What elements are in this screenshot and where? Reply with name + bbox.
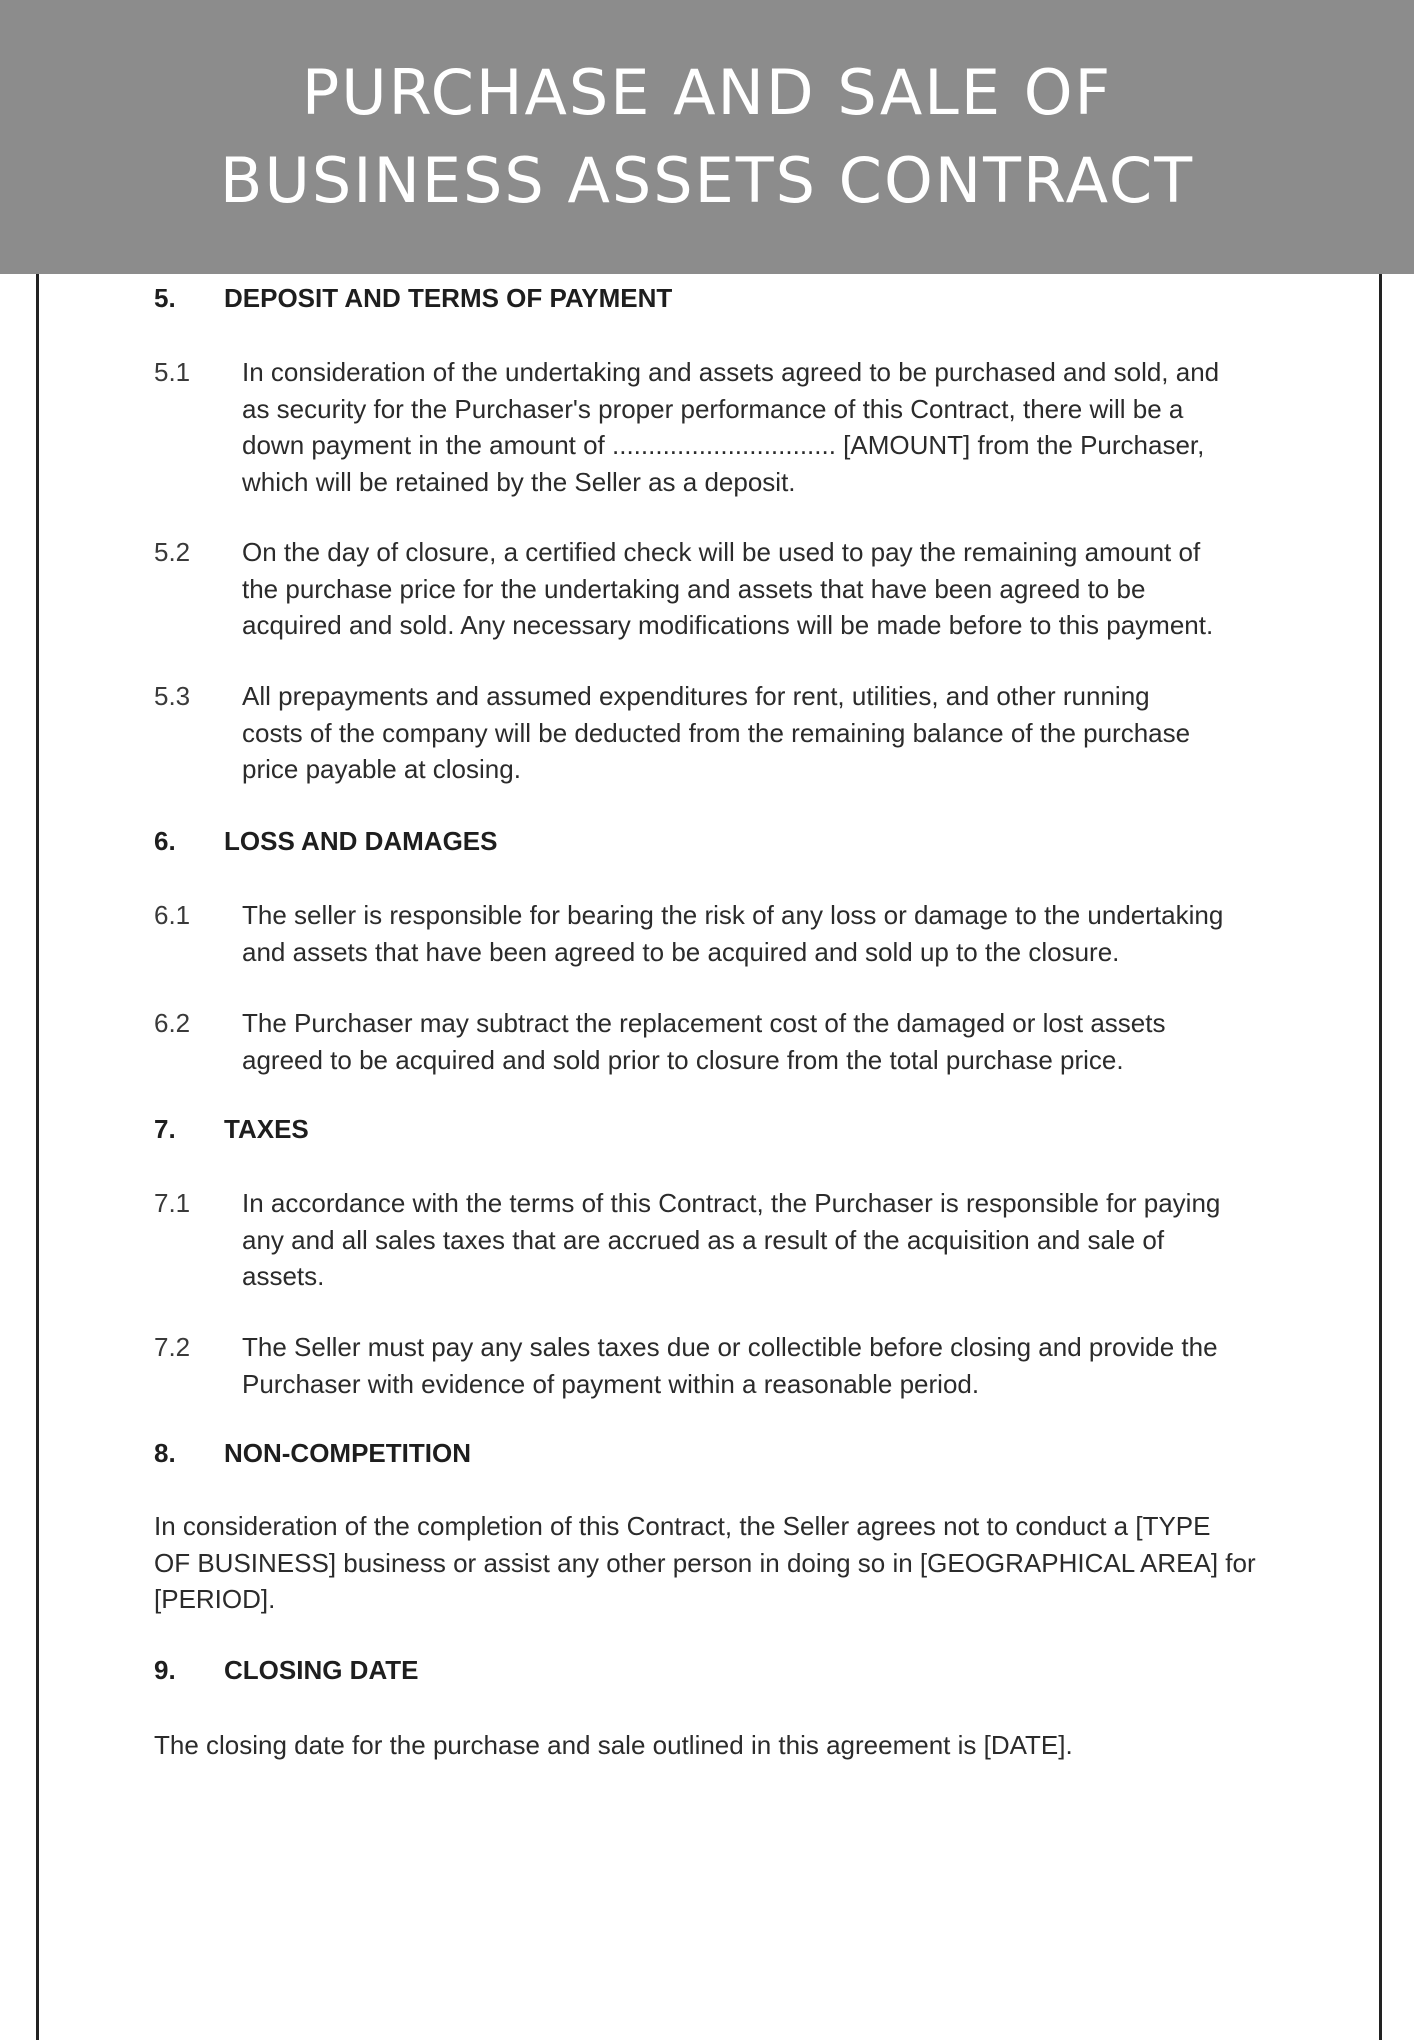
section-title: NON-COMPETITION [224, 1438, 471, 1468]
text-line: as security for the Purchaser's proper performance of this Contract, there will be a [242, 393, 1184, 424]
section-title: TAXES [224, 1114, 309, 1144]
text-line: The seller is responsible for bearing the risk of any loss or damage to the undertaking [242, 900, 1224, 930]
clause-number: 6.1 [154, 900, 191, 930]
section-number: 5. [154, 283, 176, 313]
clause-text [242, 897, 1414, 970]
clause-number: 7.1 [154, 1188, 191, 1218]
banner-title-line-2: BUSINESS ASSETS CONTRACT [219, 144, 1195, 217]
clause-number: 5.2 [154, 537, 191, 567]
section-6-heading [154, 826, 498, 857]
section-5-heading [154, 283, 672, 314]
text-line: The closing date for the purchase and sale outlined in this agreement is [DATE]. [154, 1730, 1073, 1760]
text-line: OF BUSINESS] business or assist any other person in doing so in [GEOGRAPHICAL AREA] for [154, 1547, 1256, 1578]
text-line: Purchaser with evidence of payment within a reasonable period. [242, 1368, 980, 1399]
banner-title-line-1: PURCHASE AND SALE OF [301, 56, 1113, 129]
section-title: DEPOSIT AND TERMS OF PAYMENT [224, 283, 673, 313]
closing-date-paragraph [154, 1727, 1294, 1764]
text-line: The Purchaser may subtract the replacement cost of the damaged or lost assets [242, 1008, 1166, 1038]
section-number: 9. [154, 1655, 176, 1685]
text-line: which will be retained by the Seller as a deposit. [242, 466, 796, 497]
text-line: down payment in the amount of ............................... [AMOUNT] from the Purchaser, [242, 430, 1205, 460]
text-line: agreed to be acquired and sold prior to closure from the total purchase price. [242, 1044, 1124, 1075]
section-7-heading [154, 1114, 309, 1145]
clause-number: 5.3 [154, 681, 191, 711]
section-title: CLOSING DATE [224, 1655, 419, 1685]
text-line: acquired and sold. Any necessary modifications will be made before to this payment. [242, 610, 1214, 640]
text-line: assets. [242, 1261, 325, 1291]
text-line: and assets that have been agreed to be acquired and sold up to the closure. [242, 936, 1120, 967]
text-line: All prepayments and assumed expenditures for rent, utilities, and other running [242, 681, 1150, 711]
text-line: On the day of closure, a certified check will be used to pay the remaining amount of [242, 537, 1201, 567]
text-line: the purchase price for the undertaking and assets that have been agreed to be [242, 573, 1146, 604]
text-line: any and all sales taxes that are accrued as a result of the acquisition and sale of [242, 1224, 1165, 1255]
non-competition-paragraph [154, 1508, 1294, 1618]
text-line: In consideration of the undertaking and assets agreed to be purchased and sold, and [242, 357, 1220, 387]
text-line: costs of the company will be deducted from the remaining balance of the purchase [242, 717, 1191, 748]
section-number: 8. [154, 1438, 176, 1468]
clause-text [242, 534, 1414, 644]
clause-text [242, 678, 1414, 788]
section-number: 7. [154, 1114, 176, 1144]
text-line: In accordance with the terms of this Contract, the Purchaser is responsible for paying [242, 1188, 1221, 1218]
clause-text [242, 1329, 1414, 1402]
clause-number: 6.2 [154, 1008, 191, 1038]
text-line: The Seller must pay any sales taxes due or collectible before closing and provide the [242, 1332, 1218, 1362]
clause-text [242, 1005, 1414, 1078]
clause-text [242, 1185, 1414, 1295]
text-line: In consideration of the completion of this Contract, the Seller agrees not to conduct a [TYPE [154, 1511, 1211, 1541]
title-banner [0, 0, 1414, 274]
clause-text [242, 354, 1414, 500]
text-line: price payable at closing. [242, 754, 521, 784]
section-8-heading [154, 1438, 471, 1469]
clause-number: 5.1 [154, 357, 191, 387]
section-title: LOSS AND DAMAGES [224, 826, 498, 856]
text-line: [PERIOD]. [154, 1584, 276, 1614]
clause-number: 7.2 [154, 1332, 191, 1362]
section-number: 6. [154, 826, 176, 856]
section-9-heading [154, 1655, 419, 1686]
